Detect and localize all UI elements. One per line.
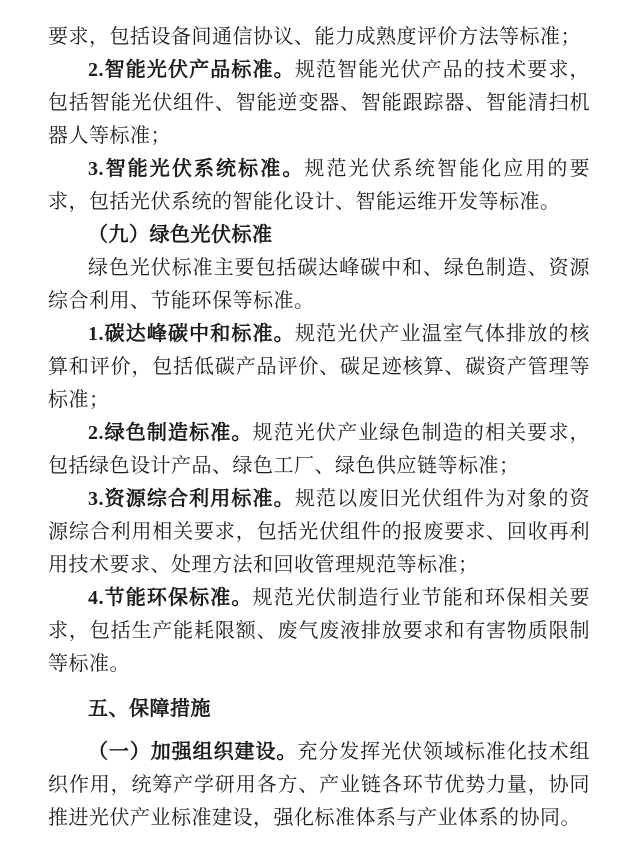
paragraph-text: 规范光伏产业温室气体排放的核算和评价，包括低碳产品评价、碳足迹核算、碳资产管理等标准；	[48, 323, 591, 411]
paragraph-text: 要求，包括设备间通信协议、能力成熟度评价方法等标准；	[48, 26, 581, 48]
para-smart-pv-system-standards	[48, 153, 590, 219]
paragraph-text: 规范光伏产业绿色制造的相关要求，包括绿色设计产品、绿色工厂、绿色供应链等标准；	[48, 422, 591, 477]
chapter-heading-safeguard-measures	[48, 693, 590, 726]
section-heading-green-pv-standards	[48, 219, 590, 252]
paragraph-bold-lead: 1.碳达峰碳中和标准。	[88, 323, 295, 345]
para-smart-pv-product-standards	[48, 54, 590, 153]
para-continued-from-previous-page	[48, 21, 590, 54]
para-carbon-peak-neutrality-standards	[48, 318, 590, 417]
paragraph-bold-lead: 4.节能环保标准。	[88, 587, 253, 609]
paragraph-bold-lead: 3.智能光伏系统标准。	[88, 158, 305, 180]
para-green-pv-overview	[48, 252, 590, 318]
paragraph-bold-lead: 2.智能光伏产品标准。	[88, 59, 295, 81]
paragraph-text: 规范智能光伏产品的技术要求，包括智能光伏组件、智能逆变器、智能跟踪器、智能清扫机器人等标准；	[48, 59, 591, 147]
heading-text: 五、保障措施	[88, 698, 211, 720]
para-energy-saving-environmental-standards	[48, 582, 590, 681]
para-resource-utilization-standards	[48, 483, 590, 582]
paragraph-text: 绿色光伏标准主要包括碳达峰碳中和、绿色制造、资源综合利用、节能环保等标准。	[48, 257, 590, 312]
paragraph-bold-lead: 3.资源综合利用标准。	[88, 488, 295, 510]
heading-text: （九）绿色光伏标准	[88, 224, 273, 246]
paragraph-bold-lead: （一）加强组织建设。	[88, 741, 298, 763]
paragraph-text: 规范光伏系统智能化应用的要求，包括光伏系统的智能化设计、智能运维开发等标准。	[48, 158, 591, 213]
paragraph-bold-lead: 2.绿色制造标准。	[88, 422, 253, 444]
paragraph-text: 规范光伏制造行业节能和环保相关要求，包括生产能耗限额、废气废液排放要求和有害物质限制等标准。	[48, 587, 591, 675]
para-green-manufacturing-standards	[48, 417, 590, 483]
para-strengthen-organization-building	[48, 736, 590, 835]
paragraph-text: 充分发挥光伏领域标准化技术组织作用，统筹产学研用各方、产业链各环节优势力量，协同推进光伏产业标准建设，强化标准体系与产业体系的协同。	[48, 741, 591, 829]
paragraph-text: 规范以废旧光伏组件为对象的资源综合利用相关要求，包括光伏组件的报废要求、回收再利用技术要求、处理方法和回收管理规范等标准；	[48, 488, 591, 576]
